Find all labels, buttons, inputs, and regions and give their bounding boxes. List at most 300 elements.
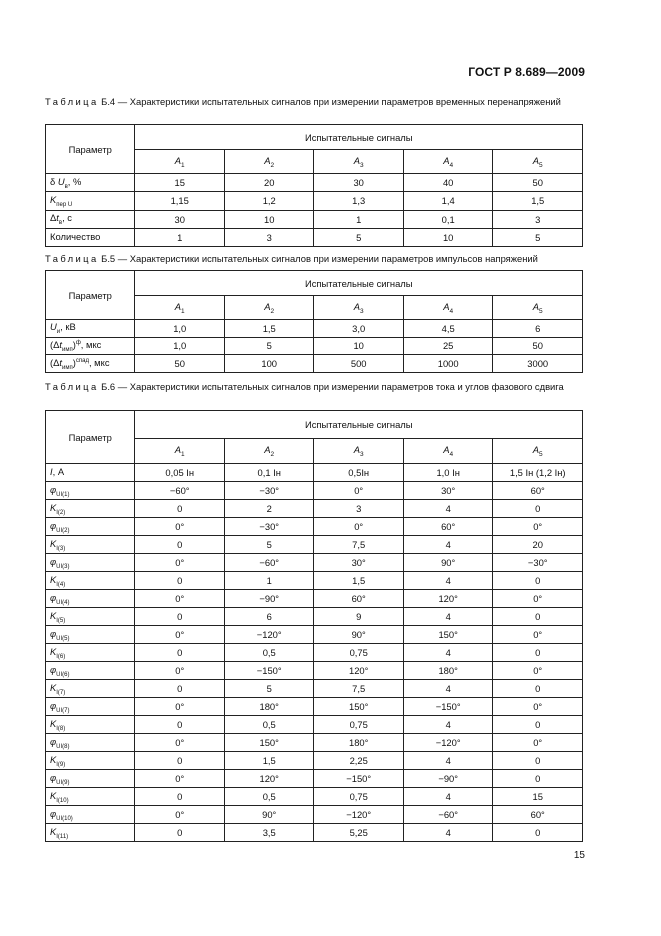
value-cell: 5 bbox=[493, 228, 583, 246]
param-symbol: φ bbox=[50, 591, 57, 603]
value-cell: 10 bbox=[224, 210, 313, 228]
param-subscript: в bbox=[58, 220, 63, 227]
value-cell: 1,0 bbox=[135, 320, 224, 338]
caption-label: Таблица bbox=[45, 253, 99, 264]
table-row bbox=[46, 500, 583, 518]
column-symbol: A bbox=[264, 154, 271, 166]
value-cell: 30° bbox=[403, 482, 492, 500]
value-cell: 0,5Iн bbox=[314, 464, 403, 482]
table-b5 bbox=[45, 270, 583, 373]
param-prefix: (Δ bbox=[50, 338, 60, 350]
column-symbol: A bbox=[443, 154, 450, 166]
param-subscript: UI(8) bbox=[56, 743, 70, 750]
param-symbol: K bbox=[50, 537, 57, 549]
value-cell: 0° bbox=[493, 626, 583, 644]
param-subscript: I(10) bbox=[56, 797, 69, 804]
table-row bbox=[46, 482, 583, 500]
param-prefix: (Δ bbox=[50, 356, 60, 368]
value-cell: 2 bbox=[224, 500, 313, 518]
param-subscript: UI(5) bbox=[56, 635, 70, 642]
table-row bbox=[46, 192, 583, 210]
table-row bbox=[46, 806, 583, 824]
column-index: 4 bbox=[449, 161, 454, 169]
column-index: 4 bbox=[449, 450, 454, 458]
value-cell: 50 bbox=[493, 174, 583, 192]
value-cell: 180° bbox=[224, 698, 313, 716]
parameter-cell bbox=[46, 698, 135, 716]
value-cell: 4 bbox=[403, 824, 492, 842]
value-cell: 0 bbox=[135, 824, 224, 842]
param-subscript: UI(4) bbox=[56, 599, 70, 606]
value-cell: −150° bbox=[224, 662, 313, 680]
value-cell: 0° bbox=[493, 518, 583, 536]
value-cell: 1,5 bbox=[493, 192, 583, 210]
value-cell: 30° bbox=[314, 554, 403, 572]
column-header bbox=[224, 296, 313, 320]
value-cell: −60° bbox=[403, 806, 492, 824]
param-subscript: I(3) bbox=[56, 545, 66, 552]
parameter-cell bbox=[46, 482, 135, 500]
value-cell: 0,05 Iн bbox=[135, 464, 224, 482]
column-header bbox=[314, 150, 403, 174]
column-header bbox=[224, 150, 313, 174]
table-row bbox=[46, 680, 583, 698]
value-cell: 25 bbox=[403, 337, 492, 355]
value-cell: 0,75 bbox=[314, 716, 403, 734]
param-subscript: I(6) bbox=[56, 653, 66, 660]
value-cell: 150° bbox=[403, 626, 492, 644]
column-header bbox=[135, 439, 224, 464]
parameter-cell bbox=[46, 770, 135, 788]
value-cell: 1,0 bbox=[135, 337, 224, 355]
value-cell: −30° bbox=[224, 482, 313, 500]
param-symbol: K bbox=[50, 645, 57, 657]
parameter-cell bbox=[46, 174, 135, 192]
column-header bbox=[403, 150, 492, 174]
value-cell: 0° bbox=[314, 482, 403, 500]
param-unit: , % bbox=[67, 175, 82, 187]
param-subscript: имп bbox=[62, 346, 73, 353]
value-cell: −150° bbox=[403, 698, 492, 716]
value-cell: 0° bbox=[135, 806, 224, 824]
value-cell: 0 bbox=[135, 536, 224, 554]
signals-group-header: Испытательные сигналы bbox=[135, 271, 583, 296]
param-symbol: K bbox=[50, 717, 57, 729]
param-paren: ) bbox=[72, 338, 76, 350]
param-header: Параметр bbox=[46, 271, 135, 320]
signals-group-header: Испытательные сигналы bbox=[135, 411, 583, 439]
caption-label: Таблица bbox=[45, 381, 99, 392]
param-subscript: UI(1) bbox=[56, 491, 70, 498]
parameter-cell bbox=[46, 210, 135, 228]
value-cell: 0 bbox=[493, 716, 583, 734]
value-cell: −150° bbox=[314, 770, 403, 788]
param-symbol: φ bbox=[50, 771, 57, 783]
param-unit: , мкс bbox=[80, 338, 102, 350]
column-header bbox=[314, 439, 403, 464]
table-b4-caption bbox=[45, 95, 583, 109]
parameter-cell bbox=[46, 518, 135, 536]
value-cell: 3,0 bbox=[314, 320, 403, 338]
value-cell: 0° bbox=[135, 626, 224, 644]
parameter-cell bbox=[46, 228, 135, 246]
table-b6-caption bbox=[45, 380, 583, 394]
param-superscript: ф bbox=[75, 339, 81, 346]
value-cell: 0,1 bbox=[403, 210, 492, 228]
param-symbol: φ bbox=[50, 735, 57, 747]
table-row bbox=[46, 355, 583, 373]
value-cell: 15 bbox=[135, 174, 224, 192]
table-row bbox=[46, 228, 583, 246]
table-row bbox=[46, 554, 583, 572]
value-cell: 0,1 Iн bbox=[224, 464, 313, 482]
param-symbol: K bbox=[50, 573, 57, 585]
param-symbol: t bbox=[59, 338, 62, 350]
param-symbol: K bbox=[50, 753, 57, 765]
value-cell: 0 bbox=[493, 608, 583, 626]
value-cell: 0° bbox=[135, 554, 224, 572]
value-cell: 5,25 bbox=[314, 824, 403, 842]
value-cell: 0 bbox=[135, 644, 224, 662]
value-cell: 1,2 bbox=[224, 192, 313, 210]
value-cell: 0° bbox=[135, 734, 224, 752]
table-row bbox=[46, 337, 583, 355]
column-symbol: A bbox=[353, 154, 361, 166]
value-cell: 120° bbox=[403, 590, 492, 608]
param-subscript: UI(3) bbox=[56, 563, 70, 570]
value-cell: 120° bbox=[224, 770, 313, 788]
value-cell: 5 bbox=[224, 536, 313, 554]
value-cell: 5 bbox=[224, 680, 313, 698]
column-symbol: A bbox=[532, 154, 540, 166]
value-cell: 5 bbox=[224, 337, 313, 355]
value-cell: −120° bbox=[314, 806, 403, 824]
parameter-cell bbox=[46, 464, 135, 482]
param-subscript: в bbox=[64, 183, 68, 190]
column-header bbox=[224, 439, 313, 464]
column-index: 5 bbox=[539, 161, 543, 169]
value-cell: 7,5 bbox=[314, 536, 403, 554]
column-index: 2 bbox=[270, 450, 275, 458]
value-cell: 0° bbox=[135, 770, 224, 788]
value-cell: 0° bbox=[135, 518, 224, 536]
param-unit: , мкс bbox=[88, 356, 110, 368]
value-cell: 2,25 bbox=[314, 752, 403, 770]
table-b5-caption bbox=[45, 252, 583, 266]
param-header: Параметр bbox=[46, 411, 135, 464]
column-index: 4 bbox=[449, 307, 454, 315]
value-cell: 4 bbox=[403, 680, 492, 698]
table-row bbox=[46, 734, 583, 752]
value-cell: 0,5 bbox=[224, 716, 313, 734]
value-cell: 60° bbox=[314, 590, 403, 608]
value-cell: 5 bbox=[314, 228, 403, 246]
table-row bbox=[46, 788, 583, 806]
value-cell: 1,5 bbox=[224, 752, 313, 770]
param-subscript: I(7) bbox=[56, 689, 66, 696]
column-header bbox=[493, 150, 583, 174]
table-row bbox=[46, 626, 583, 644]
table-b6 bbox=[45, 410, 583, 842]
column-index: 3 bbox=[360, 307, 364, 315]
value-cell: 0,5 bbox=[224, 788, 313, 806]
value-cell: 3 bbox=[493, 210, 583, 228]
value-cell: 0° bbox=[493, 734, 583, 752]
value-cell: 4 bbox=[403, 644, 492, 662]
table-row bbox=[46, 464, 583, 482]
column-symbol: A bbox=[353, 444, 361, 456]
param-symbol: K bbox=[50, 194, 57, 205]
table-row bbox=[46, 698, 583, 716]
value-cell: −60° bbox=[224, 554, 313, 572]
value-cell: 0° bbox=[314, 518, 403, 536]
value-cell: 30 bbox=[314, 174, 403, 192]
param-subscript: I(4) bbox=[56, 581, 66, 588]
param-subscript: UI(9) bbox=[56, 779, 70, 786]
value-cell: 1,5 Iн (1,2 Iн) bbox=[493, 464, 583, 482]
value-cell: 20 bbox=[224, 174, 313, 192]
column-header bbox=[493, 296, 583, 320]
value-cell: 1,0 Iн bbox=[403, 464, 492, 482]
param-symbol: φ bbox=[50, 807, 57, 819]
signals-group-header: Испытательные сигналы bbox=[135, 125, 583, 150]
value-cell: 4 bbox=[403, 536, 492, 554]
param-subscript: UI(6) bbox=[56, 671, 70, 678]
value-cell: 90° bbox=[314, 626, 403, 644]
param-subscript: и bbox=[56, 329, 61, 336]
param-symbol: φ bbox=[50, 555, 57, 567]
value-cell: 3,5 bbox=[224, 824, 313, 842]
parameter-cell bbox=[46, 734, 135, 752]
param-prefix: δ bbox=[50, 175, 58, 187]
value-cell: 0° bbox=[493, 698, 583, 716]
parameter-cell bbox=[46, 662, 135, 680]
param-symbol: K bbox=[50, 681, 57, 693]
value-cell: 0 bbox=[135, 788, 224, 806]
value-cell: 120° bbox=[314, 662, 403, 680]
table-row bbox=[46, 572, 583, 590]
value-cell: 4 bbox=[403, 752, 492, 770]
param-symbol: φ bbox=[50, 627, 57, 639]
value-cell: 60° bbox=[403, 518, 492, 536]
value-cell: 0 bbox=[135, 500, 224, 518]
parameter-cell bbox=[46, 572, 135, 590]
value-cell: 1 bbox=[224, 572, 313, 590]
param-subscript: UI(7) bbox=[56, 707, 70, 714]
column-index: 3 bbox=[360, 161, 364, 169]
column-index: 5 bbox=[539, 450, 543, 458]
header-row bbox=[46, 271, 583, 296]
caption-text: Б.4 — Характеристики испытательных сигналов при измерении параметров временных перенапряжений bbox=[98, 96, 561, 107]
param-subscript: I(5) bbox=[56, 617, 66, 624]
param-symbol: φ bbox=[50, 699, 57, 711]
param-subscript: I(2) bbox=[56, 509, 66, 516]
value-cell: 0 bbox=[135, 608, 224, 626]
value-cell: 0 bbox=[135, 572, 224, 590]
param-symbol: φ bbox=[50, 663, 57, 675]
page-header: ГОСТ Р 8.689—2009 bbox=[468, 65, 585, 79]
header-row bbox=[46, 411, 583, 439]
value-cell: 90° bbox=[224, 806, 313, 824]
param-subscript: I(11) bbox=[56, 833, 69, 840]
column-header bbox=[135, 150, 224, 174]
column-symbol: A bbox=[174, 300, 182, 312]
parameter-cell bbox=[46, 536, 135, 554]
column-symbol: A bbox=[264, 300, 271, 312]
param-unit: , кВ bbox=[60, 321, 76, 333]
param-symbol: I bbox=[50, 465, 53, 477]
value-cell: 90° bbox=[403, 554, 492, 572]
column-index: 3 bbox=[360, 450, 364, 458]
param-subscript: UI(10) bbox=[56, 815, 73, 822]
value-cell: 1,5 bbox=[314, 572, 403, 590]
value-cell: 6 bbox=[493, 320, 583, 338]
value-cell: 60° bbox=[493, 482, 583, 500]
value-cell: 0 bbox=[493, 572, 583, 590]
value-cell: 4 bbox=[403, 608, 492, 626]
column-header bbox=[314, 296, 403, 320]
table-row bbox=[46, 770, 583, 788]
column-header bbox=[403, 296, 492, 320]
parameter-cell bbox=[46, 192, 135, 210]
table-row bbox=[46, 518, 583, 536]
value-cell: 9 bbox=[314, 608, 403, 626]
value-cell: 0 bbox=[493, 752, 583, 770]
value-cell: 0° bbox=[135, 590, 224, 608]
value-cell: 0 bbox=[135, 680, 224, 698]
column-index: 1 bbox=[181, 161, 185, 169]
value-cell: −120° bbox=[224, 626, 313, 644]
value-cell: 1,4 bbox=[403, 192, 492, 210]
param-superscript: спад bbox=[75, 357, 89, 364]
value-cell: 0° bbox=[135, 662, 224, 680]
value-cell: 1 bbox=[135, 228, 224, 246]
value-cell: 0,5 bbox=[224, 644, 313, 662]
table-b4 bbox=[45, 124, 583, 247]
param-symbol: φ bbox=[50, 519, 57, 531]
value-cell: 50 bbox=[493, 337, 583, 355]
table-row bbox=[46, 824, 583, 842]
parameter-cell bbox=[46, 590, 135, 608]
column-index: 2 bbox=[270, 161, 275, 169]
parameter-cell bbox=[46, 824, 135, 842]
parameter-cell bbox=[46, 752, 135, 770]
value-cell: 500 bbox=[314, 355, 403, 373]
value-cell: 180° bbox=[314, 734, 403, 752]
param-symbol: K bbox=[50, 609, 57, 621]
value-cell: 0° bbox=[135, 698, 224, 716]
value-cell: 30 bbox=[135, 210, 224, 228]
value-cell: 4 bbox=[403, 716, 492, 734]
parameter-cell bbox=[46, 355, 135, 373]
value-cell: 15 bbox=[493, 788, 583, 806]
param-unit: , с bbox=[62, 212, 72, 224]
table-row bbox=[46, 752, 583, 770]
param-subscript: UI(2) bbox=[56, 527, 70, 534]
caption-text: Б.6 — Характеристики испытательных сигналов при измерении параметров тока и углов фазового сдвига bbox=[98, 381, 564, 392]
parameter-cell bbox=[46, 320, 135, 338]
value-cell: 7,5 bbox=[314, 680, 403, 698]
value-cell: 10 bbox=[314, 337, 403, 355]
column-index: 5 bbox=[539, 307, 543, 315]
value-cell: 0,75 bbox=[314, 644, 403, 662]
param-symbol: φ bbox=[50, 483, 57, 495]
param-symbol: U bbox=[50, 321, 57, 333]
value-cell: 1,5 bbox=[224, 320, 313, 338]
table-row bbox=[46, 590, 583, 608]
value-cell: 1000 bbox=[403, 355, 492, 373]
column-symbol: A bbox=[174, 444, 182, 456]
value-cell: 1,15 bbox=[135, 192, 224, 210]
param-subscript: имп bbox=[62, 364, 73, 371]
param-subscript: пер U bbox=[56, 201, 73, 208]
value-cell: 1,3 bbox=[314, 192, 403, 210]
value-cell: 4 bbox=[403, 572, 492, 590]
table-row bbox=[46, 320, 583, 338]
param-unit: , А bbox=[52, 465, 65, 477]
value-cell: 0 bbox=[135, 752, 224, 770]
parameter-cell bbox=[46, 806, 135, 824]
parameter-cell bbox=[46, 680, 135, 698]
table-row bbox=[46, 174, 583, 192]
value-cell: 3 bbox=[314, 500, 403, 518]
param-symbol: t bbox=[59, 356, 62, 368]
value-cell: −60° bbox=[135, 482, 224, 500]
column-index: 2 bbox=[270, 307, 275, 315]
column-symbol: A bbox=[532, 300, 540, 312]
column-index: 1 bbox=[181, 450, 185, 458]
caption-label: Таблица bbox=[45, 96, 99, 107]
page-number: 15 bbox=[573, 850, 585, 861]
value-cell: 6 bbox=[224, 608, 313, 626]
column-symbol: A bbox=[353, 300, 361, 312]
param-symbol: U bbox=[57, 175, 65, 187]
value-cell: 0° bbox=[493, 662, 583, 680]
column-symbol: A bbox=[264, 444, 271, 456]
param-subscript: I(8) bbox=[56, 725, 66, 732]
param-paren: ) bbox=[72, 356, 76, 368]
column-symbol: A bbox=[443, 444, 450, 456]
value-cell: 20 bbox=[493, 536, 583, 554]
column-symbol: A bbox=[532, 444, 540, 456]
value-cell: 4,5 bbox=[403, 320, 492, 338]
value-cell: 150° bbox=[224, 734, 313, 752]
table-row bbox=[46, 608, 583, 626]
value-cell: 10 bbox=[403, 228, 492, 246]
value-cell: 0 bbox=[135, 716, 224, 734]
param-subscript: I(9) bbox=[56, 761, 66, 768]
value-cell: −120° bbox=[403, 734, 492, 752]
param-symbol: K bbox=[50, 501, 57, 513]
value-cell: 3000 bbox=[493, 355, 583, 373]
column-index: 1 bbox=[181, 307, 185, 315]
value-cell: 60° bbox=[493, 806, 583, 824]
parameter-cell bbox=[46, 626, 135, 644]
parameter-cell bbox=[46, 337, 135, 355]
value-cell: 0 bbox=[493, 824, 583, 842]
table-row bbox=[46, 662, 583, 680]
table-row bbox=[46, 210, 583, 228]
table-row bbox=[46, 716, 583, 734]
column-header bbox=[135, 296, 224, 320]
value-cell: −90° bbox=[403, 770, 492, 788]
param-symbol: K bbox=[50, 789, 57, 801]
param-prefix: Δ bbox=[50, 212, 57, 224]
value-cell: 4 bbox=[403, 788, 492, 806]
value-cell: 0° bbox=[493, 590, 583, 608]
parameter-cell bbox=[46, 500, 135, 518]
value-cell: 150° bbox=[314, 698, 403, 716]
